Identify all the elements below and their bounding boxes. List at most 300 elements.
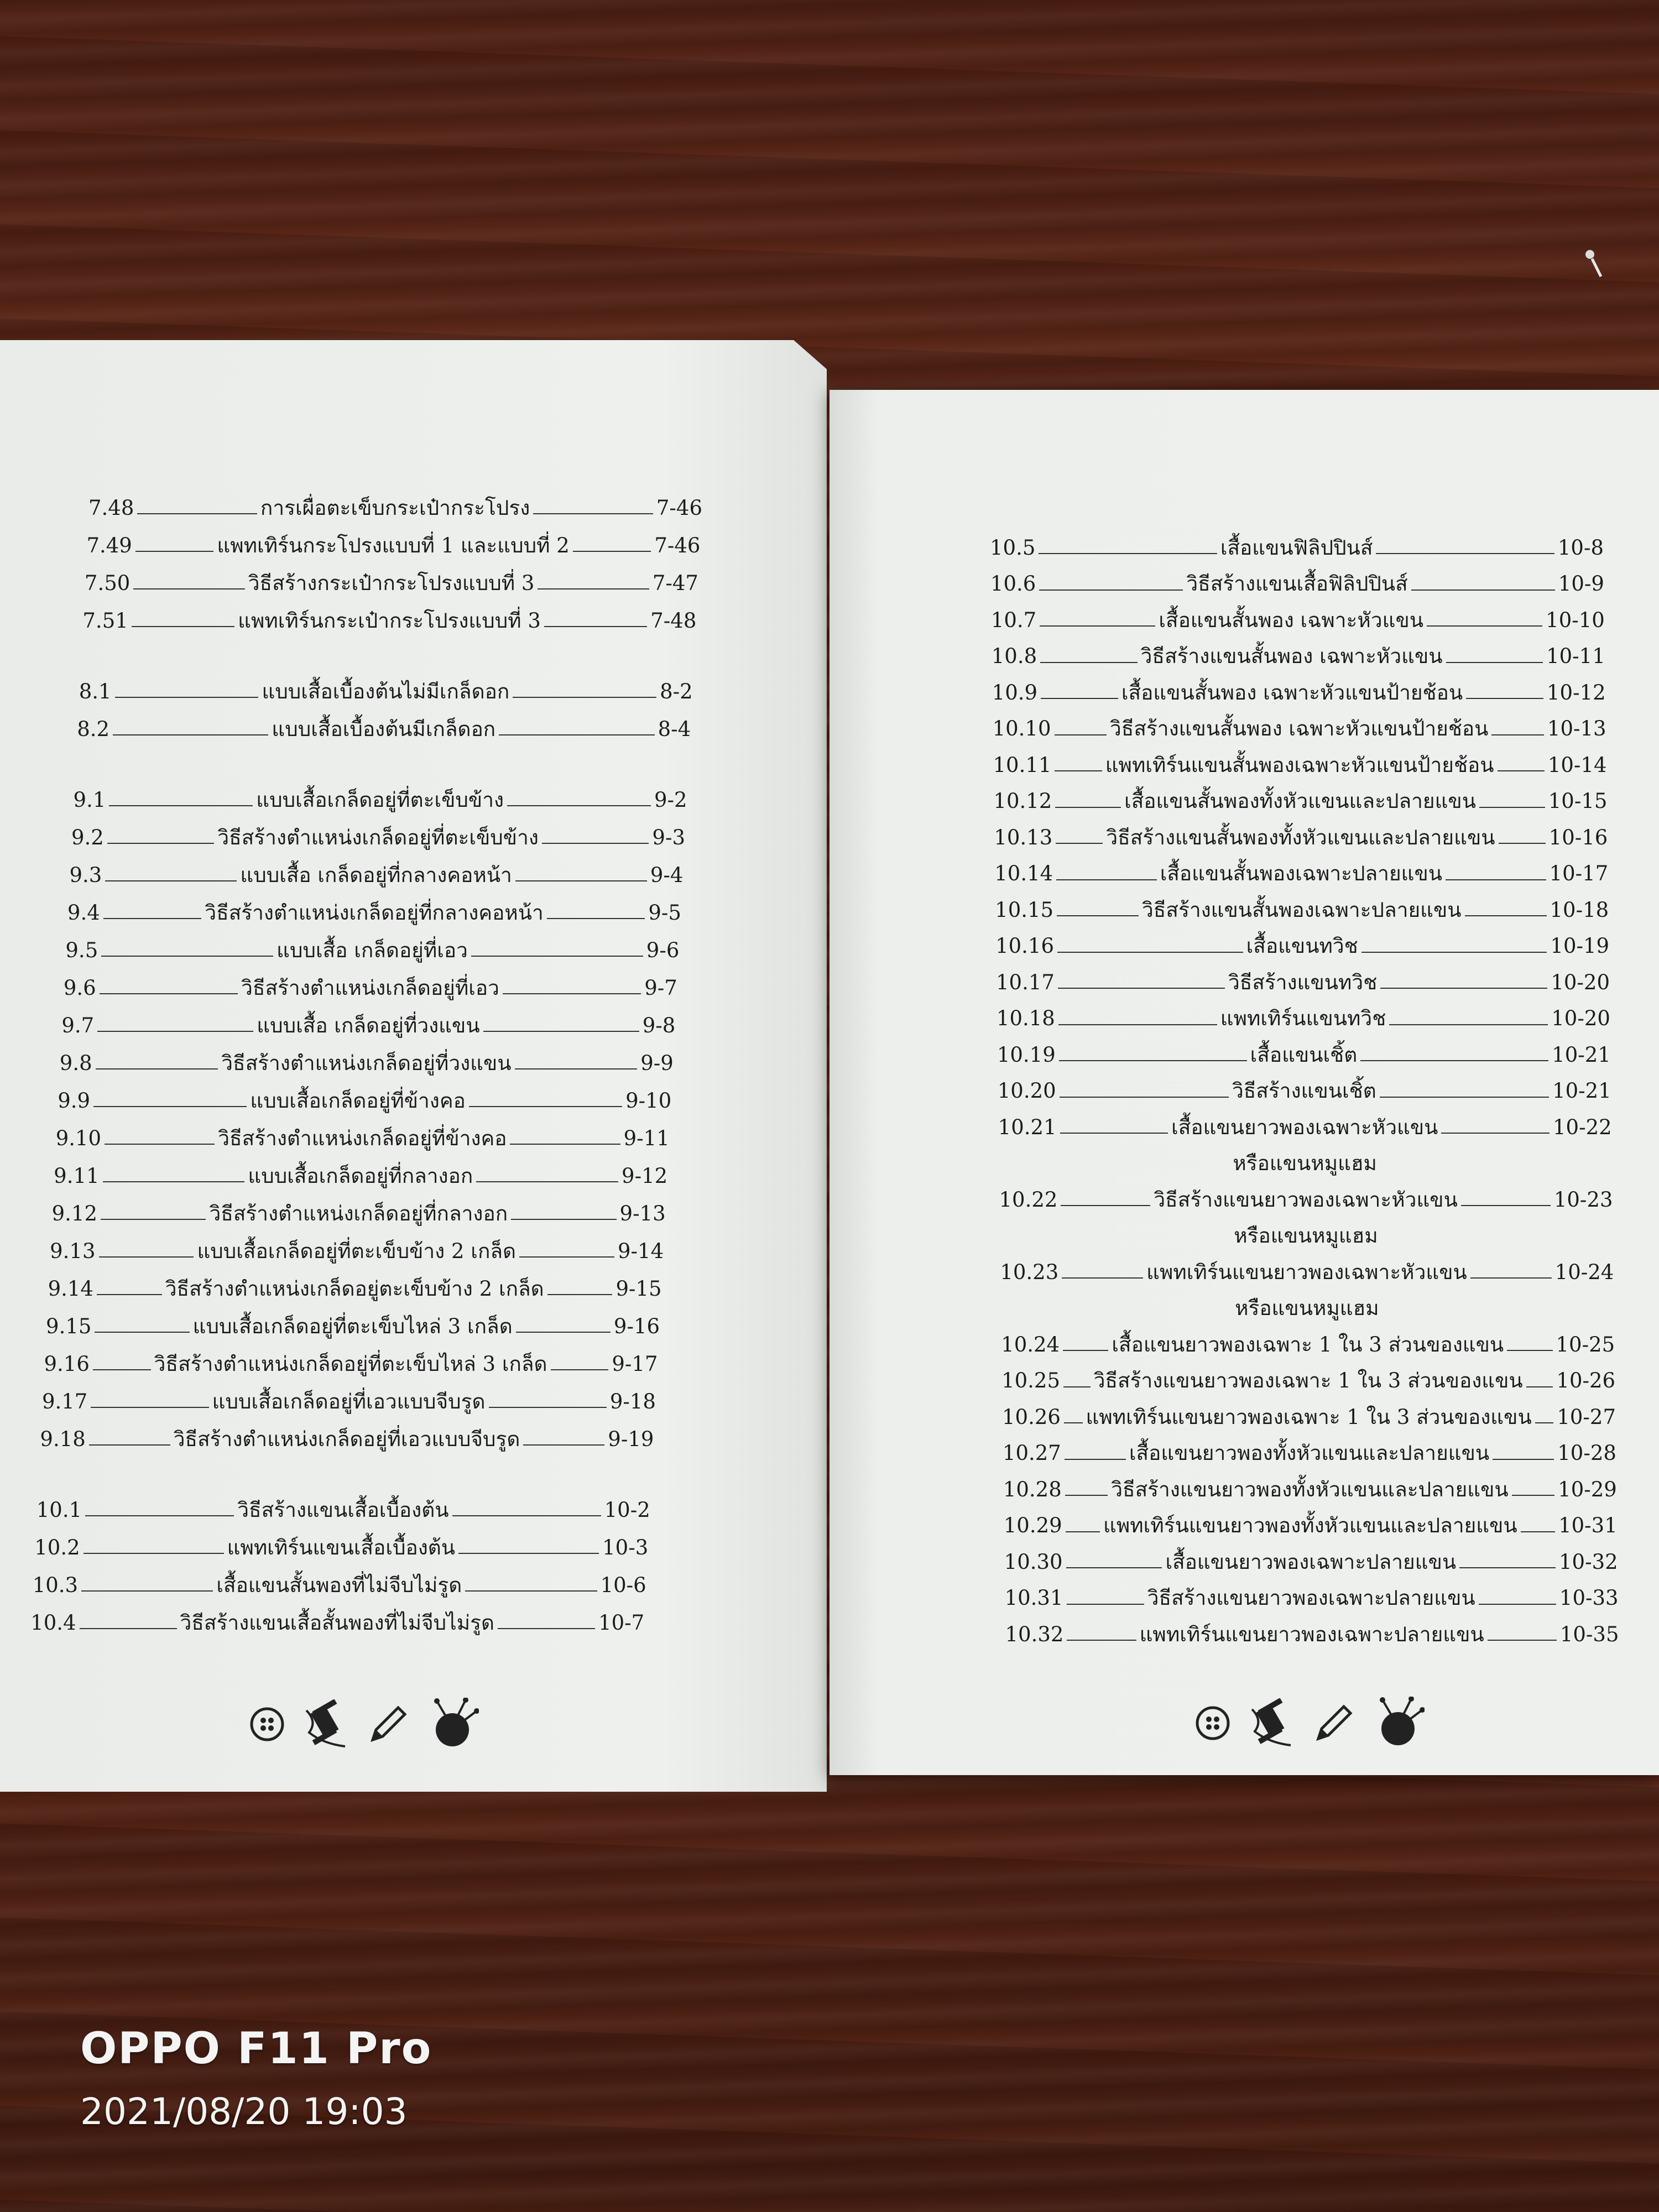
toc-entry-number: 9.12: [51, 1201, 98, 1225]
toc-leader-line: [1066, 1531, 1100, 1532]
toc-entry: [65, 933, 679, 967]
toc-entry: [1001, 1328, 1615, 1361]
toc-entry-page: 9-13: [619, 1201, 666, 1225]
toc-leader-line: [1389, 1024, 1548, 1025]
toc-entry-title: เสื้อแขนเชิ้ต: [1250, 1042, 1358, 1067]
toc-entry-continuation: หรือแขนหมูแฮม: [1233, 1151, 1377, 1175]
toc-entry-title: แพทเทิร์นแขนยาวพองทั้งหัวแขนและปลายแขน: [1103, 1514, 1517, 1537]
toc-entry-page: 9-9: [640, 1051, 674, 1075]
toc-entry: [88, 491, 702, 524]
toc-entry-title: วิธีสร้างตำแหน่งเกล็ดอยู่ที่ตะเข็บไหล่ 3 เกล็ด: [154, 1352, 547, 1376]
toc-entry: [33, 1568, 646, 1601]
toc-entry-page: 10-9: [1558, 572, 1604, 596]
toc-entry: [36, 1493, 650, 1526]
toc-entry-number: 9.1: [73, 787, 106, 812]
toc-entry: [34, 1531, 648, 1564]
toc-entry-title: เสื้อแขนสั้นพองที่ไม่จีบไม่รูด: [216, 1573, 462, 1597]
toc-entry-number: 9.18: [40, 1427, 86, 1451]
toc-entry-page: 10-8: [1557, 535, 1604, 560]
toc-entry-number: 9.15: [46, 1314, 92, 1338]
toc-entry-number: 9.9: [58, 1088, 91, 1113]
toc-entry: [1005, 1618, 1619, 1651]
toc-entry-page: 10-11: [1546, 644, 1605, 668]
toc-entry-title: วิธีสร้างตำแหน่งเกล็ดอยู่ที่วงแขน: [221, 1051, 512, 1075]
toc-leader-line: [1039, 589, 1183, 591]
toc-leader-line: [510, 1144, 620, 1145]
toc-leader-line: [84, 1553, 224, 1554]
toc-leader-line: [132, 626, 234, 627]
toc-entry-title: แพทเทิร์นแขนสั้นพองเฉพาะหัวแขนป้ายช้อน: [1105, 753, 1494, 777]
pincushion-icon: [426, 1698, 479, 1751]
toc-entry: [992, 676, 1606, 709]
toc-leader-line: [1427, 625, 1542, 627]
toc-leader-line: [1057, 915, 1139, 916]
toc-leader-line: [1479, 807, 1545, 808]
toc-entry-number: 10.24: [1001, 1332, 1060, 1357]
toc-leader-line: [533, 513, 653, 514]
toc-entry-title: แบบเสื้อเกล็ดอยู่ที่ตะเข็บข้าง: [256, 787, 504, 812]
toc-leader-line: [91, 1407, 208, 1408]
toc-entry-number: 10.20: [997, 1079, 1056, 1103]
toc-leader-line: [1067, 1640, 1136, 1641]
toc-entry-number: 9.5: [65, 938, 98, 962]
toc-leader-line: [1446, 662, 1543, 663]
toc-entry-number: 7.50: [84, 571, 131, 595]
toc-entry-number: 10.31: [1004, 1586, 1063, 1610]
toc-entry-title: แพทเทิร์นแขนยาวพองเฉพาะหัวแขน: [1146, 1260, 1467, 1284]
toc-leader-line: [1526, 1386, 1553, 1387]
toc-entry-title: แพทเทิร์นแขนทวิช: [1220, 1006, 1386, 1030]
toc-entry: [48, 1272, 662, 1305]
toc-leader-line: [89, 1444, 170, 1446]
toc-leader-line: [452, 1515, 601, 1516]
toc-entry-number: 10.30: [1004, 1550, 1063, 1574]
toc-entry: [994, 857, 1608, 890]
toc-leader-line: [542, 843, 649, 844]
toc-entry-page: 10-3: [602, 1535, 649, 1559]
toc-leader-line: [1064, 1422, 1083, 1423]
toc-entry-title: เสื้อแขนสั้นพองเฉพาะปลายแขน: [1160, 862, 1443, 885]
toc-entry-title: วิธีสร้างแขนเสื้อฟิลิปปินส์: [1186, 572, 1408, 596]
toc-entry: [1003, 1437, 1616, 1470]
toc-leader-line: [105, 1144, 215, 1145]
toc-leader-line: [1459, 1567, 1556, 1568]
toc-entry: [77, 712, 691, 745]
toc-leader-line: [519, 1256, 614, 1258]
toc-entry-number: 9.14: [48, 1276, 93, 1301]
toc-leader-line: [1067, 1604, 1144, 1605]
toc-leader-line: [538, 588, 649, 589]
toc-entry-number: 10.21: [998, 1115, 1057, 1139]
toc-entry: [991, 603, 1605, 637]
toc-leader-line: [1446, 879, 1546, 880]
toc-entry-page: 7-47: [652, 571, 698, 595]
toc-entry-page: 8-4: [658, 717, 691, 741]
pincushion-icon: [1371, 1697, 1425, 1750]
toc-entry-page: 10-17: [1549, 862, 1609, 885]
toc-entry: [997, 1002, 1610, 1035]
toc-leader-line: [1380, 988, 1547, 989]
toc-entry-title: เสื้อแขนยาวพองเฉพาะหัวแขน: [1171, 1115, 1438, 1139]
toc-entry-page: 10-14: [1547, 753, 1607, 777]
toc-entry-title: แพทเทิร์นกระโปรงแบบที่ 1 และแบบที่ 2: [217, 533, 570, 557]
toc-leader-line: [1063, 1386, 1091, 1387]
toc-leader-line: [465, 1590, 597, 1592]
toc-entry: [30, 1606, 644, 1639]
toc-entry: [82, 604, 696, 637]
toc-entry-title: วิธีสร้างแขนเสื้อเบื้องต้น: [237, 1498, 449, 1522]
toc-entry-title: การเผื่อตะเข็บกระเป๋ากระโปรง: [260, 495, 530, 520]
toc-leader-line: [1441, 1133, 1550, 1134]
toc-entry-number: 7.48: [88, 495, 134, 520]
toc-entry: [997, 1038, 1611, 1071]
toc-entry-page: 10-33: [1559, 1586, 1619, 1610]
toc-leader-line: [1461, 1205, 1551, 1206]
toc-entry-title: แบบเสื้อ เกล็ดอยู่ที่เอว: [276, 938, 468, 962]
toc-entry: [1001, 1364, 1615, 1397]
toc-entry-page: 9-6: [646, 938, 680, 962]
toc-entry-page: 9-5: [648, 900, 681, 925]
toc-entry-page: 10-20: [1551, 970, 1610, 994]
toc-leader-line: [1056, 879, 1157, 880]
toc-entry-number: 9.17: [41, 1389, 88, 1413]
toc-entry: [1002, 1400, 1616, 1433]
toc-leader-line: [101, 956, 273, 957]
toc-entry-title: เสื้อแขนสั้นพอง เฉพาะหัวแขนป้ายช้อน: [1121, 680, 1463, 705]
toc-entry-number: 10.25: [1001, 1369, 1061, 1392]
toc-leader-line: [99, 1256, 194, 1258]
camera-watermark-brand: OPPO F11 Pro: [80, 2024, 432, 2074]
toc-leader-line: [115, 697, 259, 698]
toc-entry: [44, 1347, 658, 1380]
toc-entry-page: 9-11: [623, 1126, 670, 1150]
toc-leader-line: [1380, 1097, 1549, 1098]
toc-entry-page: 9-18: [609, 1389, 656, 1413]
toc-entry-title: วิธีสร้างตำแหน่งเกล็ดอยู่ที่กลางอก: [209, 1201, 508, 1225]
pencil-icon: [1312, 1701, 1356, 1745]
toc-entry-page: 10-35: [1559, 1622, 1619, 1646]
toc-leader-line: [515, 1068, 638, 1070]
toc-entry-title: แพทเทิร์นแขนเสื้อเบื้องต้น: [227, 1535, 456, 1559]
toc-entry-number: 10.19: [997, 1042, 1056, 1067]
toc-entry-title: เสื้อแขนสั้นพองทั้งหัวแขนและปลายแขน: [1124, 789, 1477, 813]
toc-entry-number: 9.7: [61, 1013, 95, 1037]
toc-entry-page: 10-29: [1558, 1477, 1617, 1501]
toc-leader-line: [469, 1106, 622, 1107]
toc-entry-title: วิธีสร้างแขนทวิช: [1228, 970, 1378, 994]
toc-entry: [69, 858, 683, 891]
toc-entry: [60, 1046, 674, 1079]
toc-entry-number: 10.16: [995, 934, 1055, 958]
toc-entry-page: 9-17: [612, 1352, 658, 1376]
toc-entry-page: 10-15: [1548, 789, 1608, 813]
toc-leader-line: [1060, 1133, 1168, 1134]
toc-leader-line: [573, 551, 651, 552]
toc-entry-title: เสื้อแขนยาวพองเฉพาะปลายแขน: [1165, 1550, 1457, 1574]
toc-entry: [40, 1422, 654, 1455]
left-footer-icons: [249, 1698, 479, 1751]
toc-entry-page: 10-12: [1547, 680, 1606, 705]
toc-leader-line: [97, 1294, 162, 1295]
toc-entry: [995, 930, 1609, 963]
toc-leader-line: [1466, 698, 1543, 699]
toc-entry-page: 10-25: [1556, 1332, 1615, 1357]
toc-entry-number: 10.18: [996, 1006, 1055, 1030]
toc-entry-title: แบบเสื้อเบื้องต้นมีเกล็ดอก: [272, 717, 496, 741]
toc-leader-line: [513, 697, 656, 698]
toc-entry-title: วิธีสร้างแขนสั้นพองทั้งหัวแขนและปลายแขน: [1106, 825, 1495, 849]
toc-entry-continuation: หรือแขนหมูแฮม: [1234, 1223, 1378, 1248]
toc-leader-line: [93, 1106, 247, 1107]
toc-entry: [86, 529, 700, 562]
toc-entry-number: 9.8: [59, 1051, 92, 1075]
toc-entry: [1005, 1582, 1619, 1615]
toc-entry-number: 10.26: [1002, 1405, 1061, 1429]
toc-entry: [58, 1084, 671, 1117]
toc-leader-line: [1056, 843, 1103, 844]
toc-entry-page: 10-26: [1556, 1369, 1616, 1392]
toc-entry-number: 10.5: [990, 535, 1036, 560]
toc-entry-title: เสื้อแขนยาวพองทั้งหัวแขนและปลายแขน: [1129, 1441, 1490, 1465]
toc-entry-page: 10-27: [1557, 1405, 1616, 1429]
toc-leader-line: [1065, 1459, 1126, 1460]
toc-entry-page: 9-8: [642, 1013, 676, 1037]
toc-leader-line: [544, 626, 647, 627]
toc-entry-page: 9-3: [652, 825, 686, 849]
toc-leader-line: [1041, 698, 1118, 699]
toc-entry-page: 10-32: [1559, 1550, 1618, 1574]
thumbtack-icon: [1579, 243, 1612, 288]
toc-entry: [1004, 1545, 1618, 1578]
toc-entry-page: 10-24: [1554, 1260, 1614, 1284]
toc-entry-page: 10-10: [1546, 608, 1605, 632]
toc-entry: [999, 1183, 1613, 1216]
toc-leader-line: [96, 1068, 218, 1070]
toc-leader-line: [137, 513, 257, 514]
toc-entry-number: 10.2: [34, 1535, 80, 1559]
toc-entry-number: 10.15: [995, 898, 1054, 922]
toc-entry-page: 10-13: [1547, 717, 1606, 740]
toc-entry-page: 9-15: [615, 1276, 662, 1301]
toc-entry-title: วิธีสร้างแขนยาวพองเฉพาะปลายแขน: [1147, 1586, 1475, 1610]
toc-leader-line: [1493, 1459, 1554, 1460]
toc-entry-title: วิธีสร้างแขนสั้นพองเฉพาะปลายแขน: [1142, 898, 1462, 922]
toc-leader-line: [1062, 1277, 1143, 1279]
toc-entry: [61, 1009, 675, 1042]
toc-entry-title: วิธีสร้างแขนสั้นพอง เฉพาะหัวแขนป้ายช้อน: [1109, 717, 1489, 740]
toc-leader-line: [1057, 952, 1243, 953]
toc-entry-title: แบบเสื้อเบื้องต้นไม่มีเกล็ดอก: [262, 679, 510, 703]
toc-leader-line: [1512, 1495, 1554, 1496]
toc-entry: [50, 1234, 664, 1267]
toc-entry-page: 7-46: [654, 533, 701, 557]
toc-entry: [990, 567, 1604, 601]
toc-entry-number: 8.1: [79, 679, 112, 703]
toc-entry-number: 9.11: [54, 1164, 100, 1188]
toc-entry-title: วิธีสร้างตำแหน่งเกล็ดอยู่ที่ข้างคอ: [218, 1126, 507, 1150]
toc-entry-page: 9-14: [618, 1239, 664, 1263]
pencil-icon: [366, 1702, 410, 1746]
toc-entry-number: 10.7: [990, 608, 1037, 632]
toc-entry-title: วิธีสร้างแขนสั้นพอง เฉพาะหัวแขน: [1140, 644, 1443, 668]
toc-entry-title: วิธีสร้างตำแหน่งเกล็ดอยู่ที่เอว: [241, 975, 499, 1000]
toc-entry-number: 10.8: [991, 644, 1037, 668]
toc-entry-page: 9-10: [625, 1088, 672, 1113]
toc-leader-line: [1061, 1205, 1150, 1206]
toc-entry: [85, 566, 698, 599]
button-icon: [1194, 1705, 1231, 1741]
toc-leader-line: [1063, 1350, 1108, 1351]
toc-leader-line: [1055, 734, 1107, 735]
toc-leader-line: [471, 956, 643, 957]
toc-entry-number: 10.4: [30, 1610, 76, 1635]
toc-leader-line: [1055, 770, 1102, 771]
toc-entry: [996, 966, 1610, 999]
toc-entry-number: 10.32: [1005, 1622, 1064, 1646]
toc-entry-page: 10-23: [1553, 1187, 1613, 1212]
toc-entry: [993, 748, 1607, 781]
toc-entry-number: 9.10: [55, 1126, 102, 1150]
toc-entry: [998, 1074, 1611, 1108]
toc-leader-line: [100, 993, 238, 994]
toc-entry: [54, 1159, 667, 1192]
toc-entry-number: 10.9: [992, 680, 1038, 705]
toc-leader-line: [1058, 1024, 1217, 1025]
toc-leader-line: [1058, 988, 1225, 989]
toc-entry-page: 10-16: [1548, 825, 1608, 849]
toc-entry-page: 10-18: [1550, 898, 1609, 922]
toc-leader-line: [551, 1369, 609, 1370]
toc-entry-title: วิธีสร้างตำแหน่งเกล็ดอยู่ตะเข็บข้าง 2 เกล็ด: [165, 1276, 544, 1301]
toc-leader-line: [135, 551, 214, 552]
toc-leader-line: [1360, 1060, 1548, 1061]
toc-entry-page: 10-22: [1553, 1115, 1612, 1139]
toc-leader-line: [511, 1219, 616, 1220]
toc-entry-page: 10-19: [1550, 934, 1610, 958]
toc-entry-page: 10-31: [1558, 1514, 1618, 1537]
toc-entry-page: 9-2: [654, 787, 687, 812]
toc-entry-title: เสื้อแขนฟิลิปปินส์: [1220, 535, 1373, 560]
toc-leader-line: [458, 1553, 599, 1554]
toc-leader-line: [1066, 1567, 1162, 1568]
toc-entry: [993, 785, 1607, 818]
toc-entry-page: 9-16: [613, 1314, 660, 1338]
toc-entry-number: 10.10: [992, 717, 1051, 740]
toc-entry-page: 9-19: [608, 1427, 654, 1451]
toc-entry: [74, 783, 687, 816]
toc-entry: [993, 712, 1606, 745]
thread-spool-icon: [1246, 1698, 1296, 1748]
toc-entry-title: วิธีสร้างแขนเชิ้ต: [1232, 1079, 1376, 1103]
toc-entry-title: วิธีสร้างแขนยาวพองเฉพาะหัวแขน: [1154, 1187, 1458, 1212]
toc-entry: [79, 675, 693, 708]
toc-entry-title: เสื้อแขนสั้นพอง เฉพาะหัวแขน: [1159, 608, 1424, 632]
toc-entry: [71, 821, 685, 854]
toc-entry-number: 8.2: [77, 717, 110, 741]
toc-entry-title: วิธีสร้างตำแหน่งเกล็ดอยู่ที่เอวแบบจีบรูด: [173, 1427, 520, 1451]
toc-leader-line: [1039, 553, 1217, 554]
toc-entry-title: วิธีสร้างแขนยาวพองทั้งหัวแขนและปลายแขน: [1111, 1477, 1509, 1501]
camera-watermark-datetime: 2021/08/20 19:03: [80, 2090, 408, 2133]
toc-leader-line: [81, 1590, 213, 1592]
toc-entry: [67, 896, 681, 929]
toc-leader-line: [1060, 1097, 1229, 1098]
toc-entry-title: วิธีสร้างตำแหน่งเกล็ดอยู่ที่กลางคอหน้า: [205, 900, 544, 925]
toc-leader-line: [105, 880, 237, 881]
toc-leader-line: [489, 1407, 607, 1408]
toc-entry-number: 7.49: [86, 533, 132, 557]
toc-entry: [995, 893, 1609, 926]
toc-entry-page: 9-4: [650, 863, 684, 887]
toc-entry-title: แบบเสื้อเกล็ดอยู่ที่ตะเข็บข้าง 2 เกล็ด: [197, 1239, 517, 1263]
toc-leader-line: [107, 843, 215, 844]
toc-entry: [998, 1110, 1612, 1144]
toc-entry-page: 9-7: [644, 975, 677, 1000]
toc-leader-line: [1521, 1531, 1555, 1532]
toc-entry-title: แบบเสื้อเกล็ดอยู่ที่กลางอก: [248, 1164, 473, 1188]
toc-entry: [46, 1310, 660, 1343]
toc-leader-line: [103, 918, 202, 919]
toc-leader-line: [507, 805, 651, 806]
toc-entry-number: 9.3: [69, 863, 102, 887]
toc-entry-page: 10-6: [600, 1573, 646, 1597]
toc-leader-line: [1055, 807, 1121, 808]
toc-entry: [64, 971, 677, 1004]
toc-leader-line: [503, 993, 641, 994]
toc-leader-line: [95, 1332, 189, 1333]
toc-entry-title: แบบเสื้อเกล็ดอยู่ที่ข้างคอ: [250, 1088, 466, 1113]
toc-entry-title: วิธีสร้างแขนยาวพองเฉพาะ 1 ใน 3 ส่วนของแขน: [1093, 1369, 1523, 1392]
toc-entry-page: 7-48: [650, 608, 697, 633]
toc-entry-number: 10.13: [994, 825, 1053, 849]
toc-entry-title: แบบเสื้อเกล็ดอยู่ที่ตะเข็บไหล่ 3 เกล็ด: [192, 1314, 513, 1338]
toc-entry-number: 9.2: [71, 825, 104, 849]
toc-entry-title: เสื้อแขนยาวพองเฉพาะ 1 ใน 3 ส่วนของแขน: [1112, 1332, 1504, 1357]
toc-entry-number: 7.51: [82, 608, 128, 633]
toc-entry-page: 8-2: [660, 679, 693, 703]
toc-entry-page: 10-20: [1551, 1006, 1610, 1030]
toc-leader-line: [113, 734, 268, 735]
toc-entry-continuation: หรือแขนหมูแฮม: [1235, 1296, 1379, 1320]
toc-entry-title: แบบเสื้อ เกล็ดอยู่ที่วงแขน: [257, 1013, 480, 1037]
toc-entry-page: 7-46: [656, 495, 703, 520]
right-footer-icons: [1194, 1697, 1425, 1750]
toc-leader-line: [1065, 1495, 1108, 1496]
toc-leader-line: [1040, 662, 1138, 663]
toc-entry-number: 10.3: [32, 1573, 79, 1597]
thread-spool-icon: [301, 1699, 351, 1749]
toc-entry-number: 10.14: [994, 862, 1053, 885]
toc-leader-line: [547, 1294, 613, 1295]
toc-leader-line: [1499, 843, 1546, 844]
toc-leader-line: [1376, 553, 1554, 554]
toc-entry-number: 10.23: [1000, 1260, 1059, 1284]
toc-entry-number: 10.22: [999, 1187, 1058, 1212]
toc-leader-line: [1361, 952, 1547, 953]
toc-entry-number: 9.13: [50, 1239, 96, 1263]
toc-leader-line: [1479, 1604, 1556, 1605]
toc-leader-line: [498, 1628, 595, 1629]
toc-leader-line: [133, 588, 244, 589]
toc-leader-line: [80, 1628, 177, 1629]
button-icon: [249, 1706, 285, 1743]
toc-entry-number: 10.12: [993, 789, 1052, 813]
toc-leader-line: [476, 1181, 618, 1182]
toc-entry-number: 10.29: [1003, 1514, 1062, 1537]
toc-leader-line: [1059, 1060, 1247, 1061]
toc-entry: [994, 821, 1608, 854]
toc-entry-number: 9.4: [67, 900, 100, 925]
